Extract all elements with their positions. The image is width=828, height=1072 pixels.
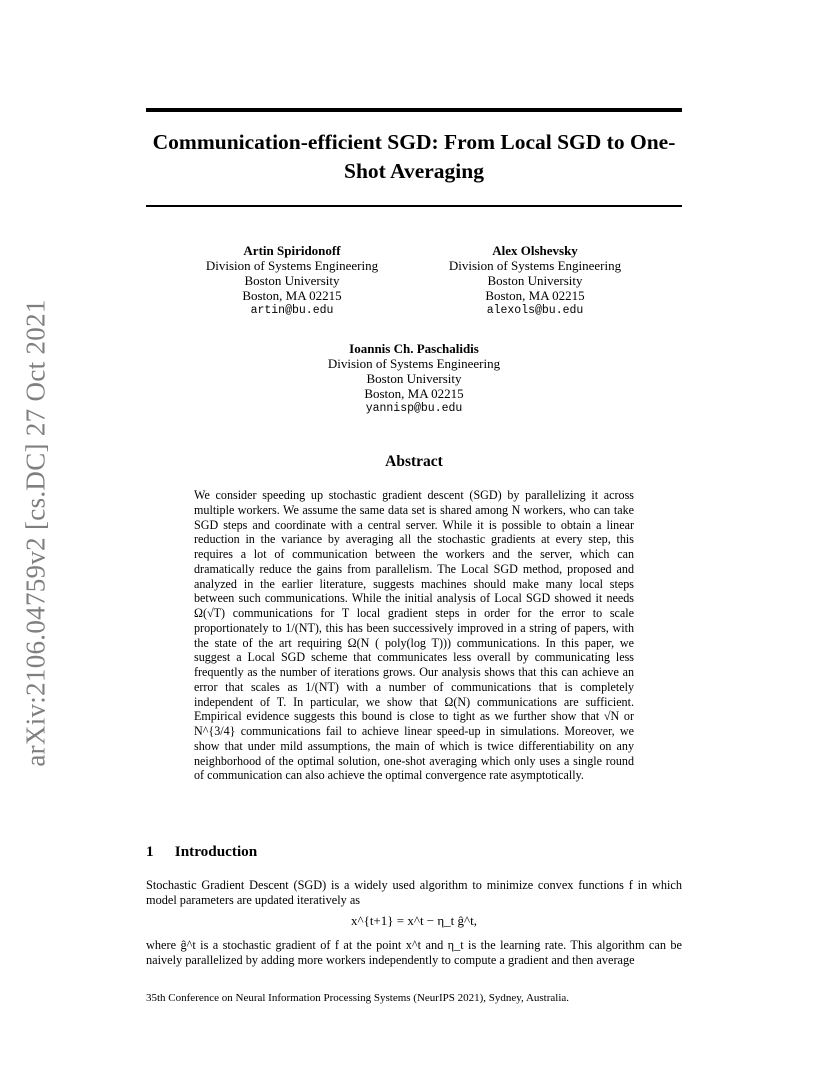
intro-paragraph-2: where ĝ^t is a stochastic gradient of f at the point x^t and η_t is the learning rate. This algorithm can be naively parallelized by adding more workers independently to compute a gradient and then average <box>146 938 682 967</box>
author-name: Artin Spiridonoff <box>243 243 341 258</box>
conference-footnote: 35th Conference on Neural Information Processing Systems (NeurIPS 2021), Sydney, Australia. <box>146 992 570 1004</box>
author-block-paschalidis <box>304 341 524 417</box>
section-title: Introduction <box>174 843 258 860</box>
author-location: Boston, MA 02215 <box>364 386 464 401</box>
author-university: Boston University <box>487 273 583 288</box>
author-department: Division of Systems Engineering <box>205 258 379 273</box>
section-number: 1 <box>146 843 154 860</box>
author-name: Ioannis Ch. Paschalidis <box>349 341 479 356</box>
author-university: Boston University <box>244 273 340 288</box>
author-location: Boston, MA 02215 <box>485 288 585 303</box>
author-email: yannisp@bu.edu <box>365 402 463 415</box>
author-email: alexols@bu.edu <box>486 304 584 317</box>
author-location: Boston, MA 02215 <box>242 288 342 303</box>
title-bottom-rule <box>146 205 682 207</box>
title-top-rule <box>146 108 682 112</box>
author-block-olshevsky <box>425 243 645 319</box>
intro-paragraph-1: Stochastic Gradient Descent (SGD) is a widely used algorithm to minimize convex functions f in which model parameters are updated iteratively as <box>146 878 682 907</box>
sgd-update-equation: x^{t+1} = x^t − η_t ĝ^t, <box>350 913 478 928</box>
abstract-body <box>194 488 634 783</box>
abstract-text: We consider speeding up stochastic gradient descent (SGD) by parallelizing it across multiple workers. We assume the same data set is shared among N workers, who can take SGD steps and coordinate with a central server. While it is possible to obtain a linear reduction in the variance by averaging all the stochastic gradients at every step, this requires a lot of communication between the workers and the server, which can dramatically reduce the gains from parallelism. The Local SGD method, proposed and analyzed in the earlier literature, suggests machines should make many local steps between such communications. While the initial analysis of Local SGD showed it needs Ω(√T) communications for T local gradient steps in order for the error to scale proportionately to 1/(NT), this has been successively improved in a string of papers, with the state of the art requiring Ω(N ( poly(log T))) communications. In this paper, we suggest a Local SGD scheme that communicates less overall by communicating less frequently as the number of iterations grows. Our analysis shows that this can achieve an error that scales as 1/(NT) with a number of communications that is completely independent of T. In particular, we show that Ω(N) communications are sufficient. Empirical evidence suggests this bound is close to tight as we further show that √N or N^{3/4} communications fail to achieve linear speed-up in simulations. Moreover, we show that under mild assumptions, the main of which is twice differentiability on any neighborhood of the optimal solution, one-shot averaging which only uses a single round of communication can also achieve the optimal convergence rate asymptotically. <box>194 488 634 783</box>
author-block-spiridonoff <box>182 243 402 319</box>
author-department: Division of Systems Engineering <box>448 258 622 273</box>
section-heading-introduction <box>146 843 257 861</box>
author-university: Boston University <box>366 371 462 386</box>
arxiv-identifier-stamp: arXiv:2106.04759v2 [cs.DC] 27 Oct 2021 <box>20 299 51 767</box>
paper-title: Communication-efficient SGD: From Local SGD to One-Shot Averaging <box>152 130 676 183</box>
author-email: artin@bu.edu <box>250 304 334 317</box>
author-name: Alex Olshevsky <box>492 243 578 258</box>
abstract-heading: Abstract <box>385 453 443 470</box>
author-department: Division of Systems Engineering <box>327 356 501 371</box>
